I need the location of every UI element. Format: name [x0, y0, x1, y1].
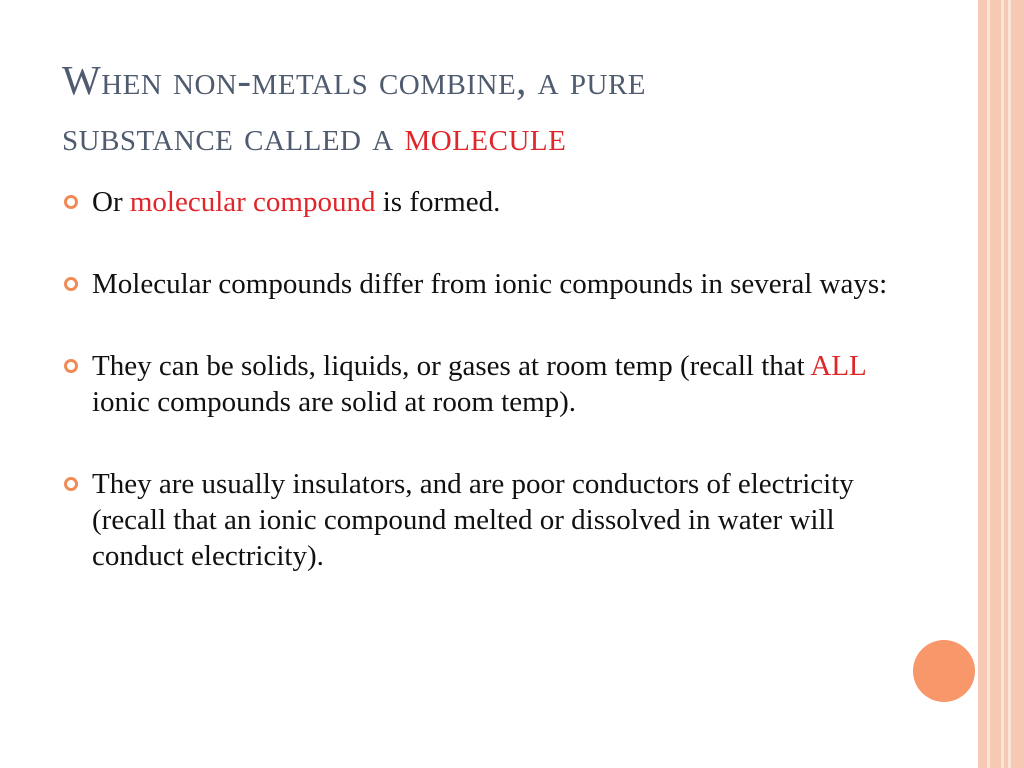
title-line-1: When non-metals combine, a pure — [62, 57, 647, 103]
bullet-circle-icon — [64, 277, 78, 291]
bullet-list — [62, 184, 912, 620]
title-line-2: substance called a — [62, 113, 405, 159]
bullet-circle-icon — [64, 359, 78, 373]
bullet-text: ionic compounds are solid at room temp). — [92, 386, 577, 418]
slide-title — [62, 52, 942, 164]
decorative-stripe — [978, 0, 987, 768]
bullet-item — [62, 266, 912, 302]
decorative-circle — [913, 640, 975, 702]
bullet-highlight: molecular compound — [129, 186, 376, 218]
bullet-text: Molecular compounds differ from ionic compounds in several ways: — [92, 268, 888, 300]
bullet-item — [62, 466, 912, 574]
bullet-text: They are usually insulators, and are poor conductors of electricity (recall that an ionic compound melted or dissolved in water will conduct electricity). — [92, 468, 854, 572]
bullet-text: Or — [92, 186, 130, 218]
bullet-highlight: ALL — [810, 350, 866, 382]
decorative-stripe — [1011, 0, 1024, 768]
bullet-circle-icon — [64, 195, 78, 209]
decorative-stripe — [990, 0, 1001, 768]
bullet-text: They can be solids, liquids, or gases at room temp (recall that — [92, 350, 811, 382]
bullet-text: is formed. — [375, 186, 501, 218]
bullet-circle-icon — [64, 477, 78, 491]
bullet-item — [62, 184, 912, 220]
title-accent-word: molecule — [404, 113, 567, 159]
bullet-item — [62, 348, 912, 420]
